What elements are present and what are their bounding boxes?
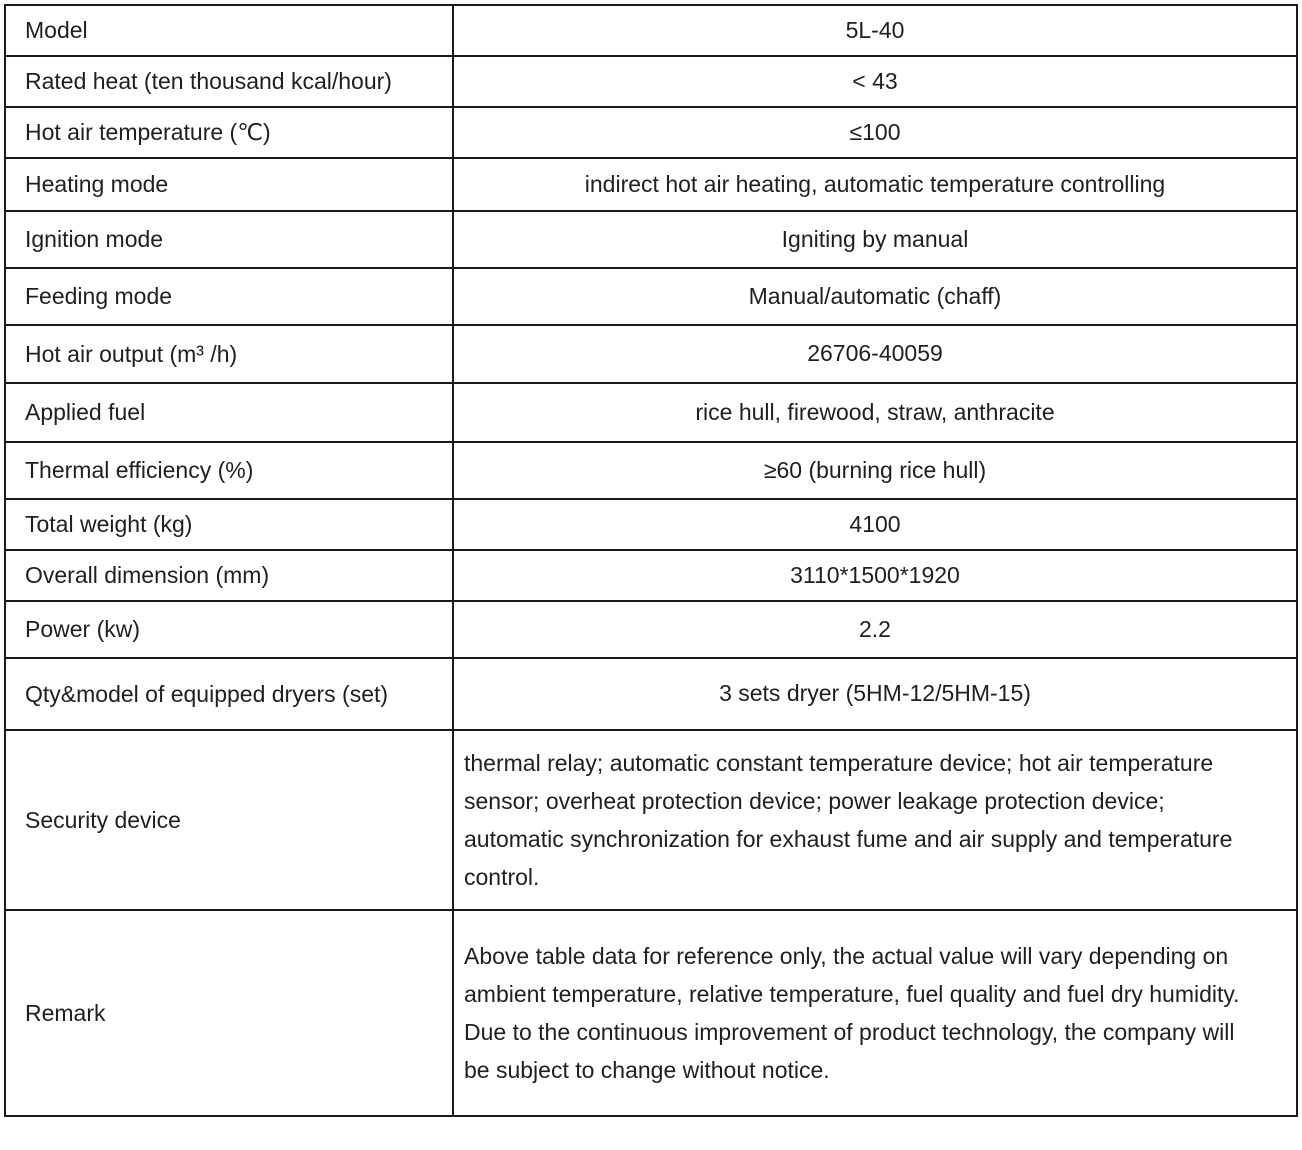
table-row-rated-heat [5,56,1297,107]
spec-value-model: 5L-40 [453,5,1297,56]
spec-label-heating-mode: Heating mode [5,158,453,211]
table-row-overall-dimension [5,550,1297,601]
spec-value-hot-air-temperature: ≤100 [453,107,1297,158]
table-row-power [5,601,1297,658]
spec-label-applied-fuel: Applied fuel [5,383,453,442]
spec-value-hot-air-output: 26706-40059 [453,325,1297,383]
spec-label-model: Model [5,5,453,56]
spec-label-security-device: Security device [5,730,453,910]
spec-value-remark: Above table data for reference only, the actual value will vary depending on ambient temperature, relative temperature, fuel quality and fuel dry humidity. Due to the continuous improvement of product technology, the company will be subject to change without notice. [453,910,1297,1116]
spec-label-rated-heat: Rated heat (ten thousand kcal/hour) [5,56,453,107]
table-row-ignition-mode [5,211,1297,268]
spec-value-thermal-efficiency: ≥60 (burning rice hull) [453,442,1297,499]
spec-label-hot-air-output: Hot air output (m³ /h) [5,325,453,383]
spec-label-hot-air-temperature: Hot air temperature (℃) [5,107,453,158]
spec-value-rated-heat: < 43 [453,56,1297,107]
table-row-equipped-dryers [5,658,1297,730]
spec-label-ignition-mode: Ignition mode [5,211,453,268]
spec-label-feeding-mode: Feeding mode [5,268,453,325]
product-spec-table [4,4,1298,1117]
table-row-feeding-mode [5,268,1297,325]
table-row-applied-fuel [5,383,1297,442]
spec-label-equipped-dryers: Qty&model of equipped dryers (set) [5,658,453,730]
table-row-heating-mode [5,158,1297,211]
spec-label-total-weight: Total weight (kg) [5,499,453,550]
table-row-hot-air-output [5,325,1297,383]
spec-value-ignition-mode: Igniting by manual [453,211,1297,268]
table-row-total-weight [5,499,1297,550]
spec-label-overall-dimension: Overall dimension (mm) [5,550,453,601]
table-row-hot-air-temperature [5,107,1297,158]
table-row-security-device [5,730,1297,910]
spec-label-power: Power (kw) [5,601,453,658]
spec-value-power: 2.2 [453,601,1297,658]
spec-value-total-weight: 4100 [453,499,1297,550]
spec-value-equipped-dryers: 3 sets dryer (5HM-12/5HM-15) [453,658,1297,730]
spec-label-remark: Remark [5,910,453,1116]
spec-value-applied-fuel: rice hull, firewood, straw, anthracite [453,383,1297,442]
spec-value-overall-dimension: 3110*1500*1920 [453,550,1297,601]
table-row-model [5,5,1297,56]
spec-value-heating-mode: indirect hot air heating, automatic temperature controlling [453,158,1297,211]
table-row-thermal-efficiency [5,442,1297,499]
table-row-remark [5,910,1297,1116]
spec-value-feeding-mode: Manual/automatic (chaff) [453,268,1297,325]
spec-value-security-device: thermal relay; automatic constant temperature device; hot air temperature sensor; overheat protection device; power leakage protection device; automatic synchronization for exhaust fume and air supply and temperature control. [453,730,1297,910]
spec-label-thermal-efficiency: Thermal efficiency (%) [5,442,453,499]
